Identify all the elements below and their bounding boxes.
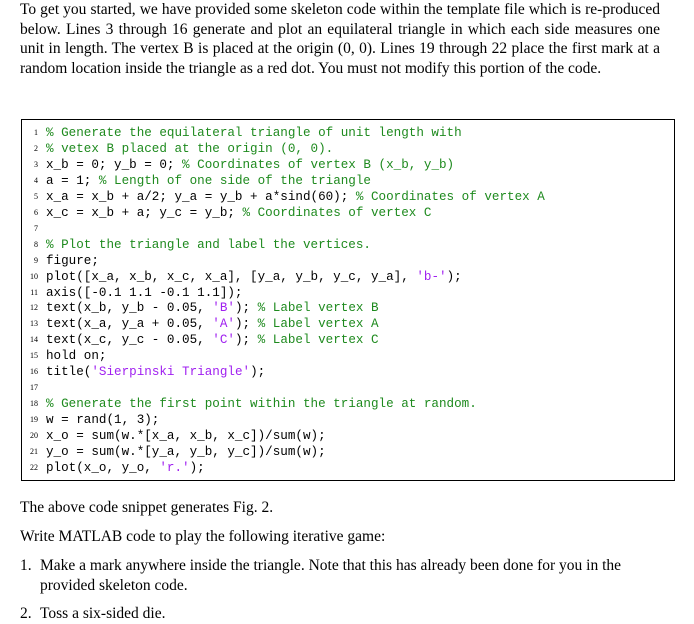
- code-statement: x_b = 0; y_b = 0;: [46, 157, 183, 172]
- line-number: 2: [34, 143, 38, 153]
- code-statement: x_a = x_b + a/2; y_a = y_b + a*sind(60);: [46, 189, 356, 204]
- line-number: 16: [30, 367, 38, 377]
- code-statement: x_o = sum(w.*[x_a, x_b, x_c])/sum(w);: [46, 429, 326, 444]
- line-number: 12: [30, 303, 38, 313]
- line-number: 13: [30, 319, 38, 329]
- code-text: [46, 269, 462, 285]
- code-string: 'Sierpinski Triangle': [91, 365, 251, 380]
- code-text: [46, 300, 379, 316]
- code-string: 'b-': [416, 269, 447, 284]
- code-statement: w = rand(1, 3);: [46, 413, 160, 428]
- line-number: 20: [30, 431, 38, 441]
- code-text: [46, 348, 106, 364]
- code-string: 'r.': [159, 460, 190, 475]
- code-text: [46, 285, 243, 301]
- line-number: 15: [30, 351, 38, 361]
- code-statement-tail: );: [234, 317, 258, 332]
- code-statement-tail: );: [446, 269, 462, 284]
- code-text: [46, 253, 99, 269]
- step-text: Toss a six-sided die.: [40, 605, 166, 622]
- code-statement: plot(x_o, y_o,: [46, 460, 160, 475]
- line-number: 6: [34, 207, 38, 217]
- line-number: 19: [30, 415, 38, 425]
- code-statement: axis([-0.1 1.1 -0.1 1.1]);: [46, 285, 243, 300]
- line-number: 9: [34, 255, 38, 265]
- code-text: [46, 205, 431, 221]
- code-text: [46, 428, 326, 444]
- code-string: 'B': [212, 301, 235, 316]
- instruction-text: Write MATLAB code to play the following iterative game:: [20, 528, 386, 545]
- code-string: 'A': [212, 317, 235, 332]
- code-statement-tail: );: [234, 301, 258, 316]
- code-statement: y_o = sum(w.*[y_a, y_b, y_c])/sum(w);: [46, 445, 326, 459]
- line-number: 7: [34, 223, 38, 233]
- code-statement-tail: );: [234, 333, 258, 348]
- step-number: 1.: [20, 557, 32, 574]
- code-statement: figure;: [46, 253, 99, 268]
- code-comment: % Generate the equilateral triangle of unit length with: [46, 126, 462, 140]
- code-text: [46, 396, 477, 412]
- code-text: [46, 412, 159, 428]
- line-number: 22: [30, 462, 38, 472]
- line-number: 5: [34, 191, 38, 201]
- code-string: 'C': [212, 333, 235, 348]
- intro-paragraph: To get you started, we have provided some skeleton code within the template file which is re-produced below. Lines 3 through 16 generate and plot an equilateral triangle in which each side measures one unit in length. The vertex B is placed at the origin (0, 0). Lines 19 through 22 place the first mark at a random location inside the triangle as a red dot. You must not modify this portion of the code.: [20, 1, 660, 77]
- code-comment: % Plot the triangle and label the vertices.: [46, 237, 371, 252]
- code-text: [46, 237, 371, 253]
- code-statement: x_c = x_b + a; y_c = y_b;: [46, 205, 243, 220]
- line-number: 4: [34, 175, 38, 185]
- code-statement: text(x_c, y_c - 0.05,: [46, 333, 213, 348]
- code-text: [46, 364, 265, 380]
- code-text: [46, 444, 326, 460]
- line-number: 11: [30, 287, 38, 297]
- code-comment: % Length of one side of the triangle: [98, 173, 371, 188]
- line-number: 1: [34, 128, 38, 137]
- code-comment: % Label vertex C: [257, 333, 379, 348]
- code-statement: text(x_a, y_a + 0.05,: [46, 317, 213, 332]
- code-statement: a = 1;: [46, 173, 99, 188]
- code-statement: title(: [46, 365, 92, 380]
- code-text: [46, 189, 545, 205]
- line-number: 8: [34, 239, 38, 249]
- line-number: 17: [30, 383, 38, 393]
- step-number: 2.: [20, 605, 32, 622]
- code-comment: % Generate the first point within the triangle at random.: [46, 397, 477, 412]
- code-text: [46, 157, 454, 173]
- code-listing: [21, 119, 675, 481]
- code-text: [46, 332, 379, 348]
- code-text: [46, 316, 379, 332]
- line-number: 18: [30, 399, 38, 409]
- step-1: [20, 556, 670, 596]
- code-text: [46, 141, 333, 157]
- code-statement: plot([x_a, x_b, x_c, x_a], [y_a, y_b, y_c, y_a],: [46, 269, 417, 284]
- step-text: Make a mark anywhere inside the triangle. Note that this has already been done for you in the provided skeleton code.: [40, 557, 622, 594]
- code-comment: % Coordinates of vertex A: [355, 189, 545, 204]
- code-statement-tail: );: [189, 460, 205, 475]
- code-comment: % vetex B placed at the origin (0, 0).: [46, 141, 334, 156]
- line-number: 14: [30, 335, 38, 345]
- code-comment: % Label vertex A: [257, 317, 379, 332]
- code-text: [46, 173, 371, 189]
- line-number: 10: [30, 271, 38, 281]
- code-statement: text(x_b, y_b - 0.05,: [46, 301, 213, 316]
- code-statement: hold on;: [46, 349, 107, 364]
- intro-section: [20, 0, 660, 78]
- code-comment: % Coordinates of vertex B (x_b, y_b): [182, 157, 455, 172]
- code-statement-tail: );: [250, 365, 266, 380]
- step-2: [20, 604, 670, 624]
- line-number: 3: [34, 159, 38, 169]
- code-comment: % Label vertex B: [257, 301, 379, 316]
- code-text: [46, 125, 462, 141]
- code-text: [46, 460, 205, 476]
- line-number: 21: [30, 447, 38, 456]
- code-comment: % Coordinates of vertex C: [242, 205, 432, 220]
- snippet-note: The above code snippet generates Fig. 2.: [20, 499, 274, 516]
